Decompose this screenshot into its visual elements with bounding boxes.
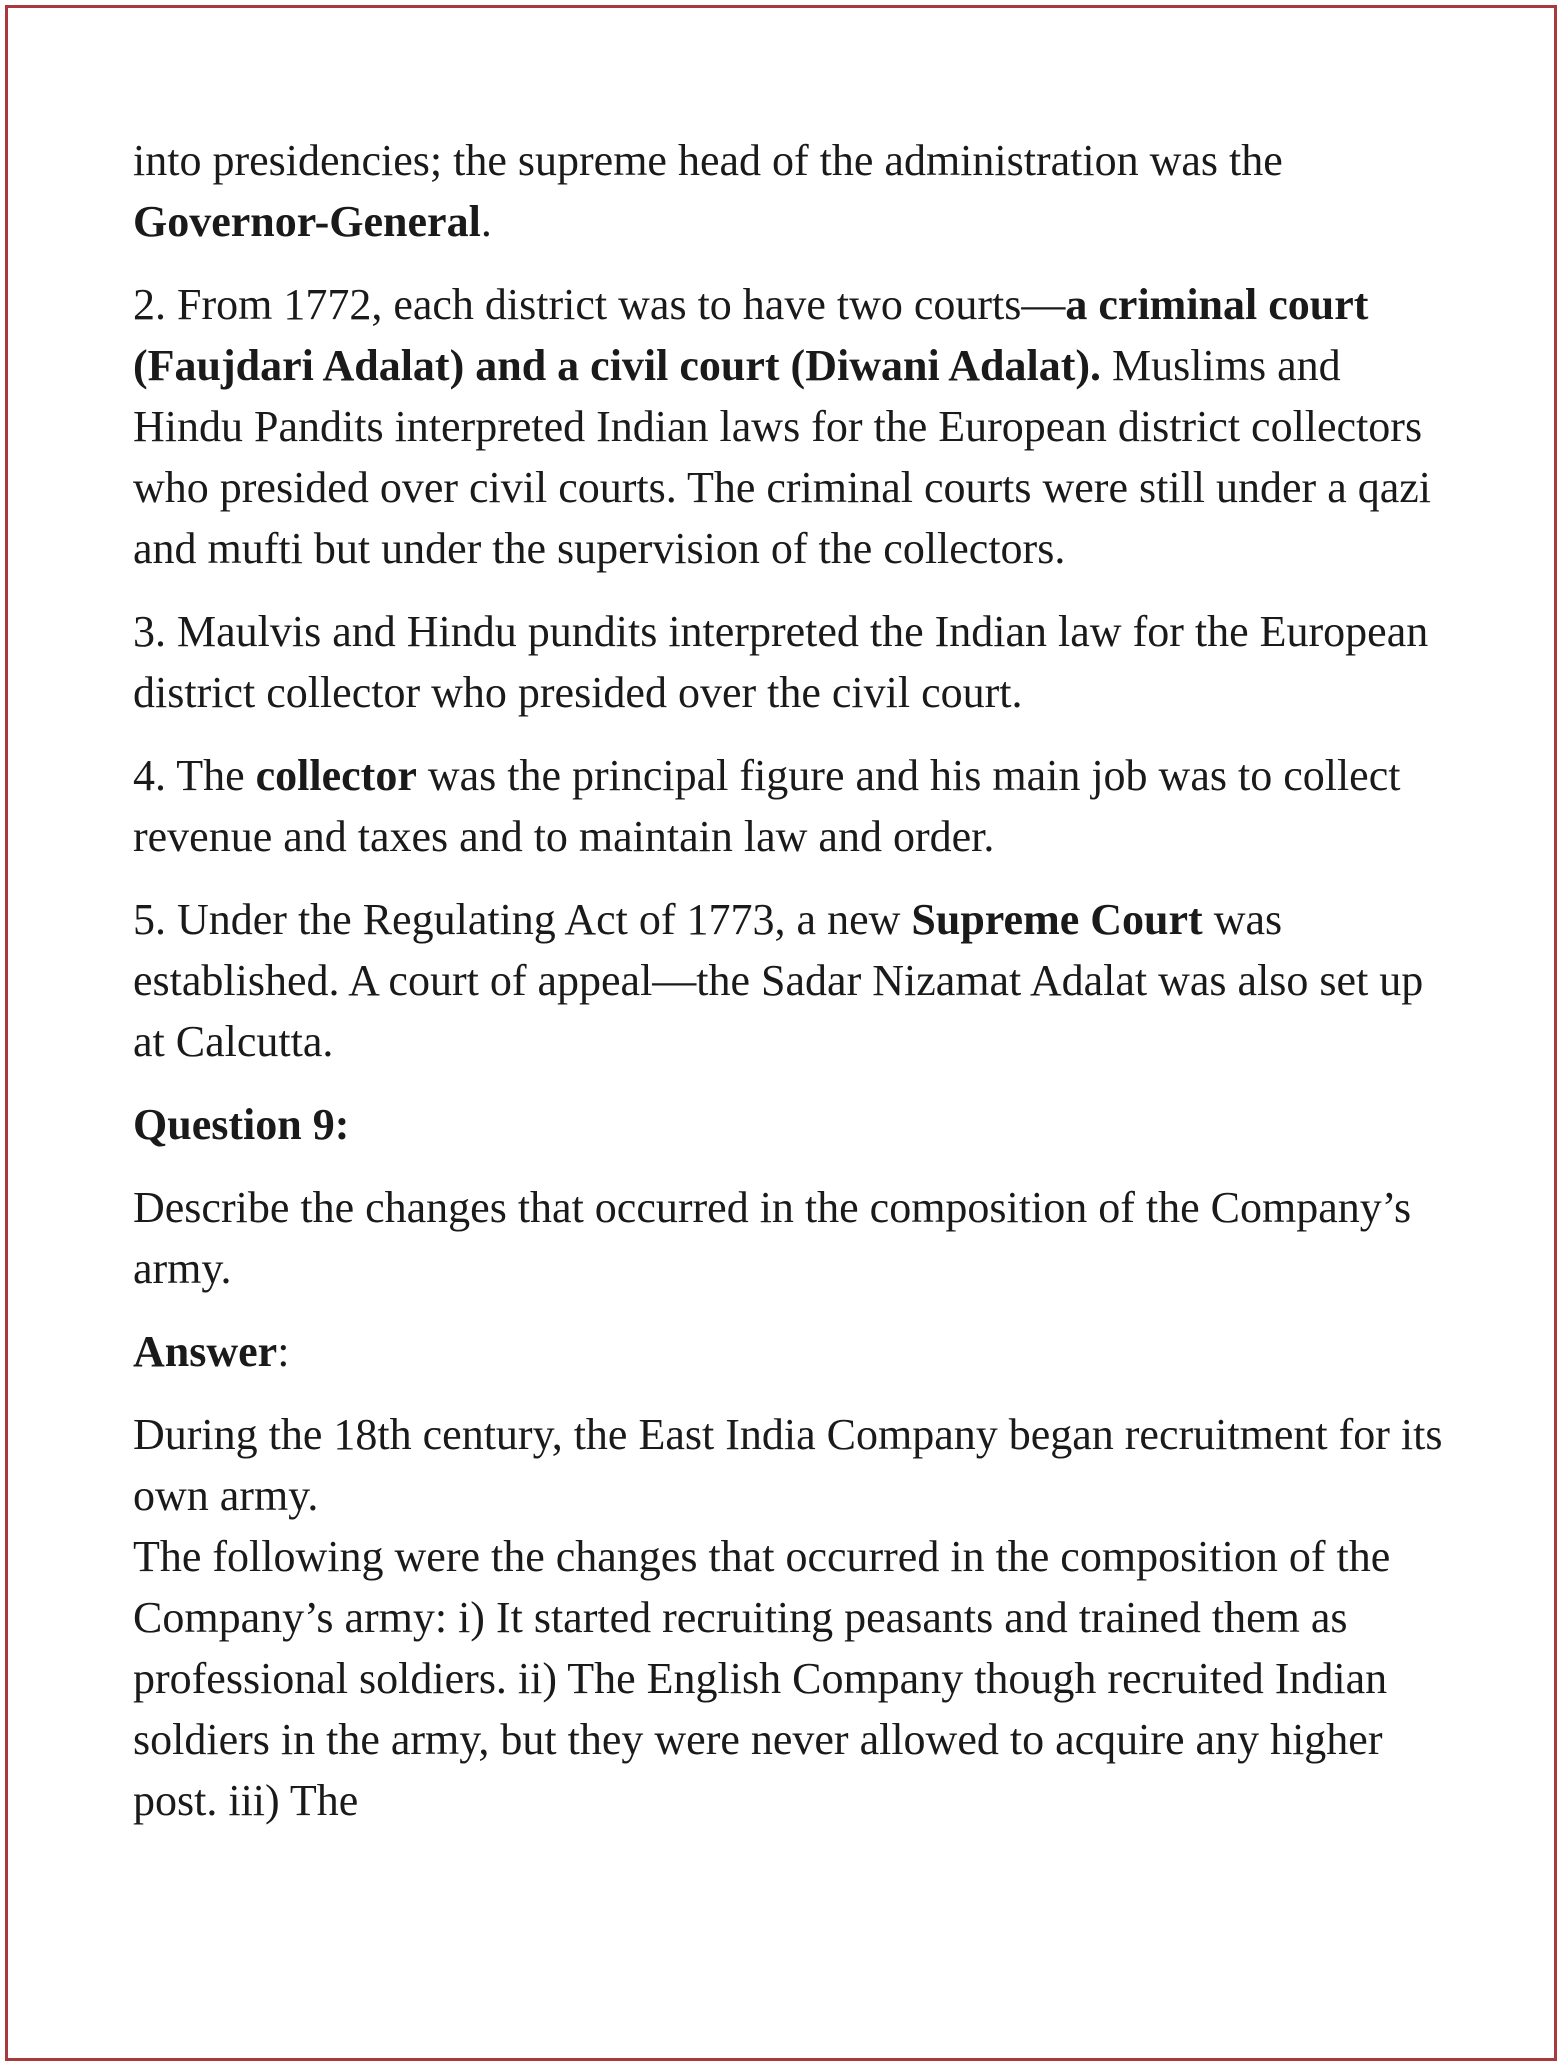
bold-term-collector: collector [255, 751, 417, 800]
paragraph-presidencies [133, 130, 1443, 252]
answer-paragraph-1: During the 18th century, the East India Company began recruitment for its own army. [133, 1410, 1443, 1520]
bold-term-governor-general: Governor-General [133, 197, 481, 246]
bold-term-courts: a criminal court (Faujdari Adalat) and a civil court (Diwani Adalat). [133, 280, 1369, 390]
text-span: was the principal figure and his main job was to collect revenue and taxes and to maintain law and order. [133, 751, 1401, 861]
paragraph-point-3 [133, 601, 1443, 723]
answer-colon: : [277, 1327, 290, 1376]
paragraph-point-4 [133, 745, 1443, 867]
document-body [133, 130, 1443, 1831]
text-span: 2. From 1772, each district was to have two courts— [133, 280, 1066, 329]
question-text: Describe the changes that occurred in the composition of the Company’s army. [133, 1183, 1412, 1293]
answer-heading [133, 1321, 1443, 1382]
text-span: 3. Maulvis and Hindu pundits interpreted the Indian law for the European district collector who presided over the civil court. [133, 607, 1429, 717]
text-span: 5. Under the Regulating Act of 1773, a new [133, 895, 912, 944]
paragraph-point-5 [133, 889, 1443, 1072]
text-span: . [480, 197, 492, 246]
answer-label: Answer [133, 1327, 278, 1376]
text-span: into presidencies; the supreme head of the administration was the [133, 136, 1283, 185]
text-span: 4. The [133, 751, 256, 800]
bold-term-supreme-court: Supreme Court [911, 895, 1203, 944]
paragraph-point-2 [133, 274, 1443, 579]
text-span: Muslims and Hindu Pandits interpreted Indian laws for the European district collectors who presided over civil courts. The criminal courts were still under a qazi and mufti but under the supervision of the collectors. [133, 341, 1431, 573]
question-heading: Question 9: [133, 1100, 350, 1149]
answer-paragraph-2: The following were the changes that occurred in the composition of the Company’s army: i) It started recruiting peasants and trained them as professional soldiers. ii) The English Company though recruited Indian soldiers in the army, but they were never allowed to acquire any higher post. iii) The [133, 1532, 1391, 1825]
text-span: was established. A court of appeal—the Sadar Nizamat Adalat was also set up at Calcutta. [133, 895, 1424, 1066]
